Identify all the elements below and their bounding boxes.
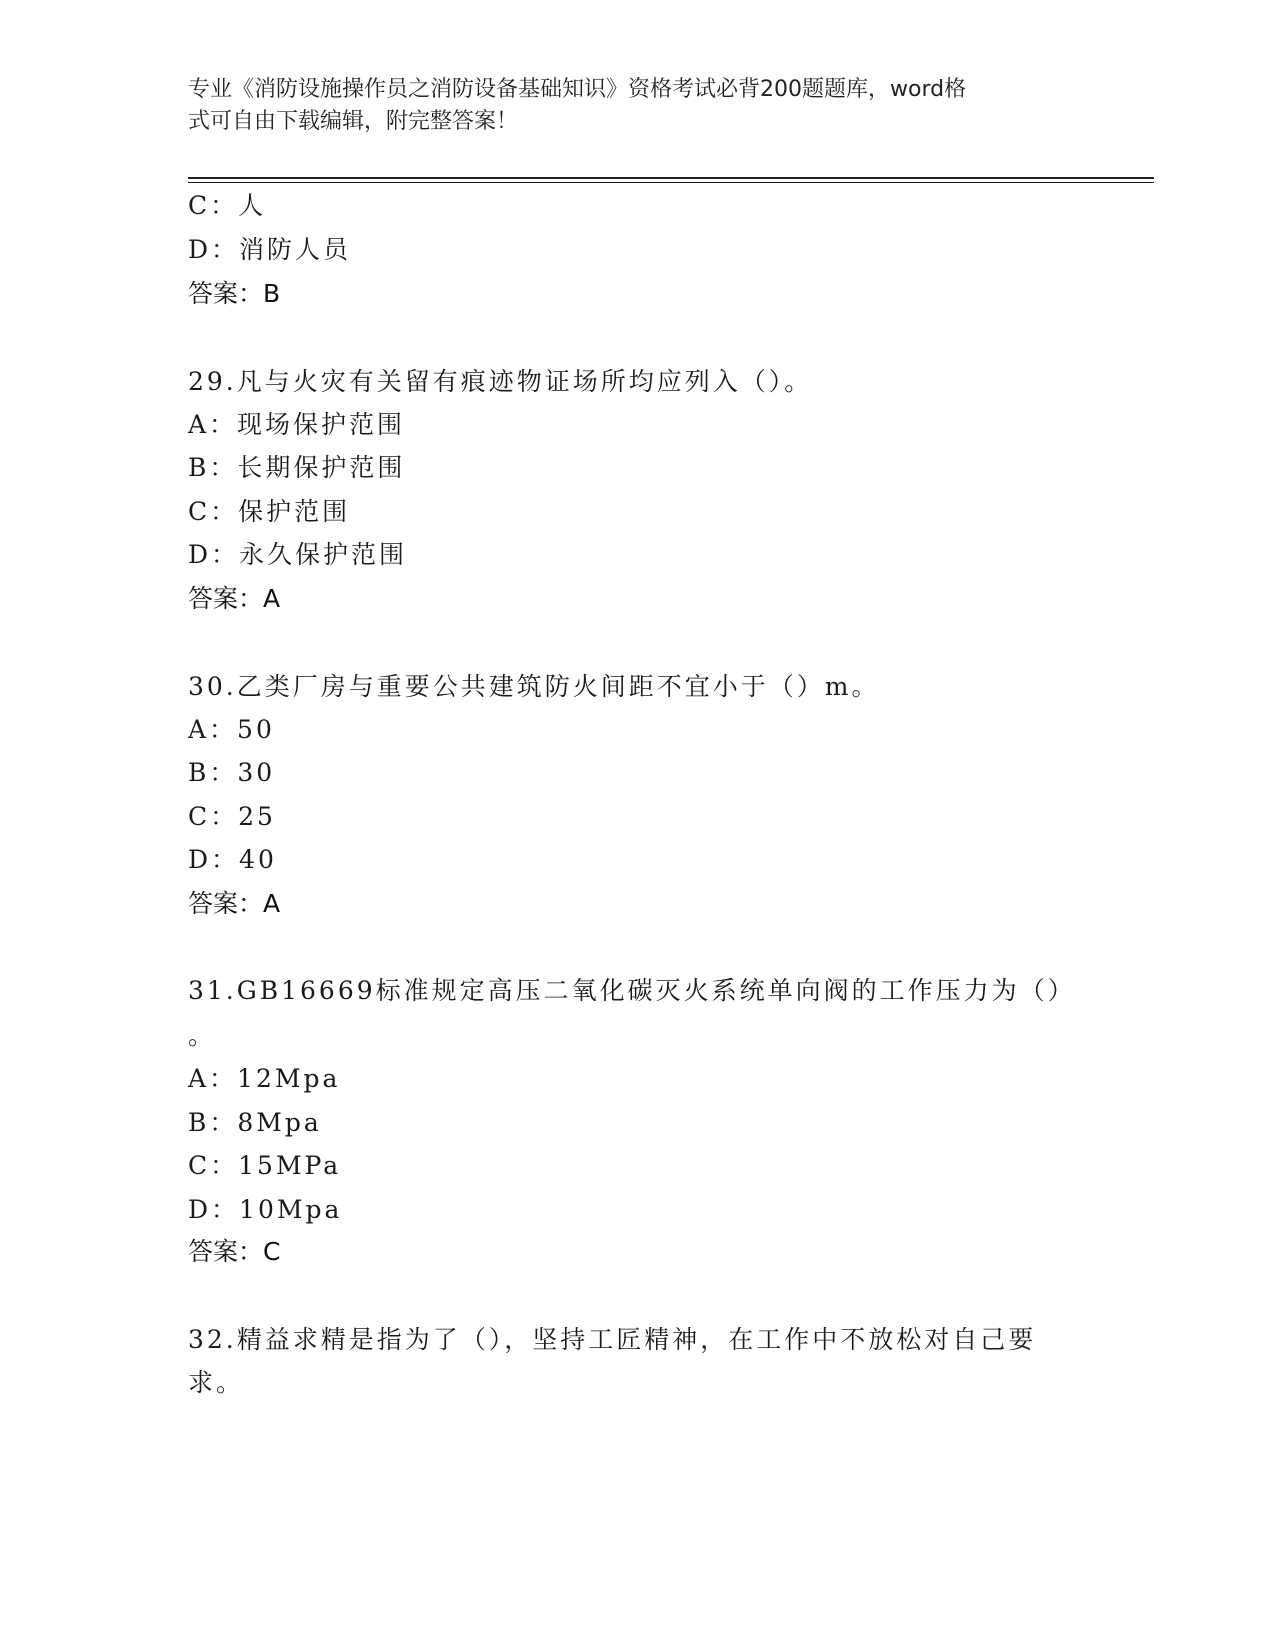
q32-stem-line-2: 求。 xyxy=(188,1368,245,1397)
q30-option-d: D：40 xyxy=(188,845,277,874)
header-rule-thin xyxy=(188,182,1154,183)
q31-option-d: D：10Mpa xyxy=(188,1195,343,1224)
header-rule-thick xyxy=(188,177,1154,179)
q30-answer: 答案：A xyxy=(188,889,281,918)
q30-option-a: A：50 xyxy=(188,715,275,744)
q32-stem-line-1: 32.精益求精是指为了（），坚持工匠精神，在工作中不放松对自己要 xyxy=(188,1325,1037,1354)
q29-option-c: C：保护范围 xyxy=(188,497,351,526)
q29-option-a: A：现场保护范围 xyxy=(188,410,406,439)
prev-option-d: D：消防人员 xyxy=(188,235,352,264)
q31-option-b: B：8Mpa xyxy=(188,1108,322,1137)
q29-answer: 答案：A xyxy=(188,584,281,613)
q29-stem: 29.凡与火灾有关留有痕迹物证场所均应列入（）。 xyxy=(188,367,813,396)
q30-option-c: C：25 xyxy=(188,802,276,831)
q31-answer: 答案：C xyxy=(188,1237,281,1266)
document-header xyxy=(188,74,1068,138)
q30-option-b: B：30 xyxy=(188,758,276,787)
prev-option-c: C：人 xyxy=(188,191,267,220)
q29-option-b: B：长期保护范围 xyxy=(188,453,406,482)
q30-stem: 30.乙类厂房与重要公共建筑防火间距不宜小于（）m。 xyxy=(188,672,880,701)
header-line-1: 专业《消防设施操作员之消防设备基础知识》资格考试必背200题题库，word格 xyxy=(188,77,967,102)
prev-answer: 答案：B xyxy=(188,279,281,308)
q29-option-d: D：永久保护范围 xyxy=(188,540,408,569)
q31-option-a: A：12Mpa xyxy=(188,1064,341,1093)
q31-stem-line-2: 。 xyxy=(188,1021,217,1050)
q31-option-c: C：15MPa xyxy=(188,1151,342,1180)
header-line-2: 式可自由下载编辑，附完整答案！ xyxy=(188,109,519,134)
q31-stem-line-1: 31.GB16669标准规定高压二氧化碳灭火系统单向阀的工作压力为（） xyxy=(188,976,1076,1005)
